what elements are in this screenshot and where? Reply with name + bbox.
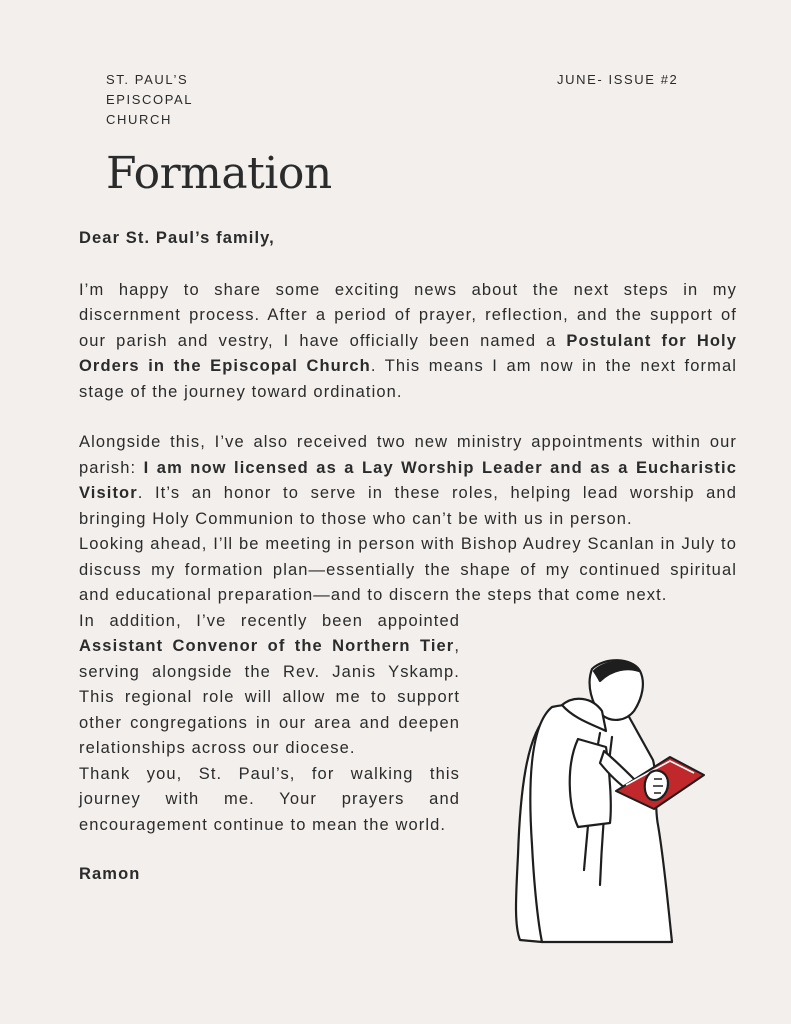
paragraph-convenor: In addition, I’ve recently been appointed Assistant Convenor of the Northern Tier, serving alongside the Rev. Janis Yskamp. This regional role will allow me to support other congregations in our area and deepen relationships across our diocese. [79,611,460,757]
salutation: Dear St. Paul’s family, [79,229,275,247]
split-text [79,609,460,888]
convenor-highlight: Assistant Convenor of the Northern Tier [79,637,455,655]
paragraph-thanks: Thank you, St. Paul’s, for walking this journey with me. Your prayers and encouragement continue to mean the world. [79,764,460,834]
signature: Ramon [79,865,141,883]
paragraph-postulant: I’m happy to share some exciting news about the next steps in my discernment process. After a period of prayer, reflection, and the support of our parish and vestry, I have officially been named a Postulant for Holy Orders in the Episcopal Church. This means I am now in the next formal stage of the journey toward ordination. [79,280,737,401]
page-title: Formation [106,148,332,199]
issue-label: JUNE- ISSUE #2 [557,72,679,87]
paragraph-appointments: Alongside this, I’ve also received two new ministry appointments within our parish: I am now licensed as a Lay Worship Leader and as a Eucharistic Visitor. It’s an honor to serve in these roles, helping lead worship and bringing Holy Communion to those who can’t be with us in person. [79,433,737,528]
clergy-reading-book-illustration [508,655,720,950]
paragraph-bishop-meeting: Looking ahead, I’ll be meeting in person with Bishop Audrey Scanlan in July to discuss my formation plan—essentially the shape of my continued spiritual and educational preparation—and to discern the steps that come next. [79,535,737,604]
license-highlight: I am now licensed as a Lay Worship Leader and as a Eucharistic Visitor [79,458,737,502]
church-name: ST. PAUL’S EPISCOPAL CHURCH [106,72,193,127]
postulant-highlight: Postulant for Holy Orders in the Episcopal Church [79,331,737,375]
